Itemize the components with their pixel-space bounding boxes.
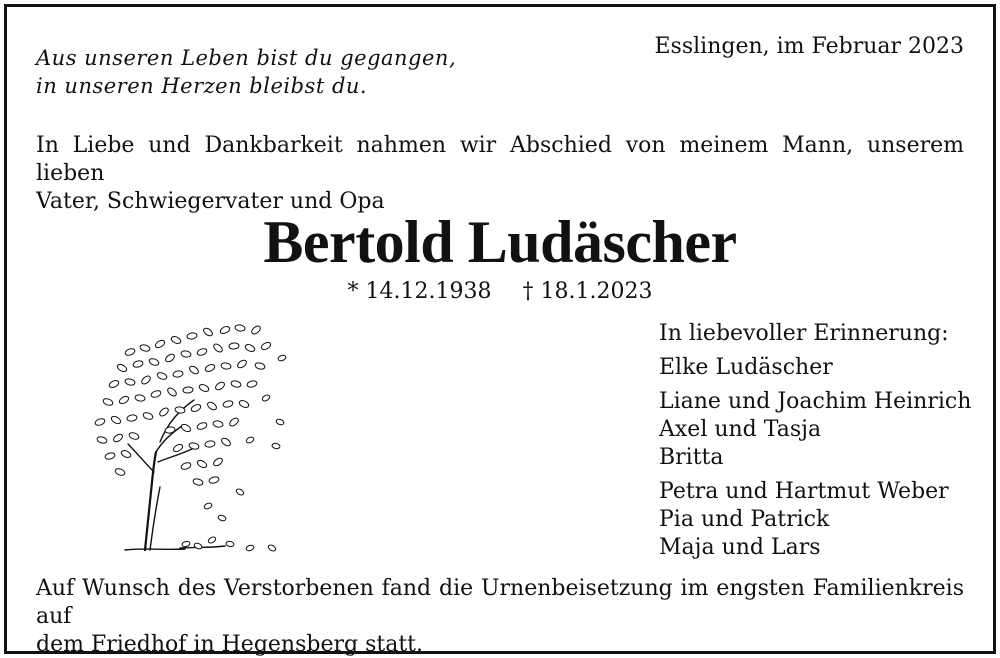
intro-text — [36, 132, 964, 216]
closing-line-2: dem Friedhof in Hegensberg statt. — [36, 632, 424, 657]
deceased-name: Bertold Ludäscher — [263, 209, 737, 275]
mourner-name: Maja und Lars — [659, 535, 821, 560]
windblown-tree-icon — [90, 322, 305, 562]
death-date: † 18.1.2023 — [522, 279, 653, 304]
mourner-name: Elke Ludäscher — [659, 355, 833, 380]
intro-line-1: In Liebe und Dankbarkeit nahmen wir Abschied von meinem Mann, unserem lieben — [36, 133, 964, 186]
mourner-name: Liane und Joachim Heinrich — [659, 389, 972, 414]
mourners-heading: In liebevoller Erinnerung: — [659, 321, 949, 346]
place-date: Esslingen, im Februar 2023 — [654, 34, 964, 59]
closing-text — [36, 575, 964, 658]
intro-line-2: Vater, Schwiegervater und Opa — [36, 189, 385, 214]
birth-date: * 14.12.1938 — [347, 279, 492, 304]
mourners-list — [659, 320, 971, 562]
mourner-name: Britta — [659, 445, 724, 470]
motto-line-1: Aus unseren Leben bist du gegangen, — [36, 46, 457, 70]
mourner-name: Petra und Hartmut Weber — [659, 479, 949, 504]
motto-verse — [36, 44, 456, 100]
mourner-name: Axel und Tasja — [659, 417, 822, 442]
motto-line-2: in unseren Herzen bleibst du. — [36, 74, 368, 98]
life-dates — [0, 278, 1000, 306]
mourner-name: Pia und Patrick — [659, 507, 830, 532]
closing-line-1: Auf Wunsch des Verstorbenen fand die Urnenbeisetzung im engsten Familienkreis auf — [36, 576, 964, 629]
